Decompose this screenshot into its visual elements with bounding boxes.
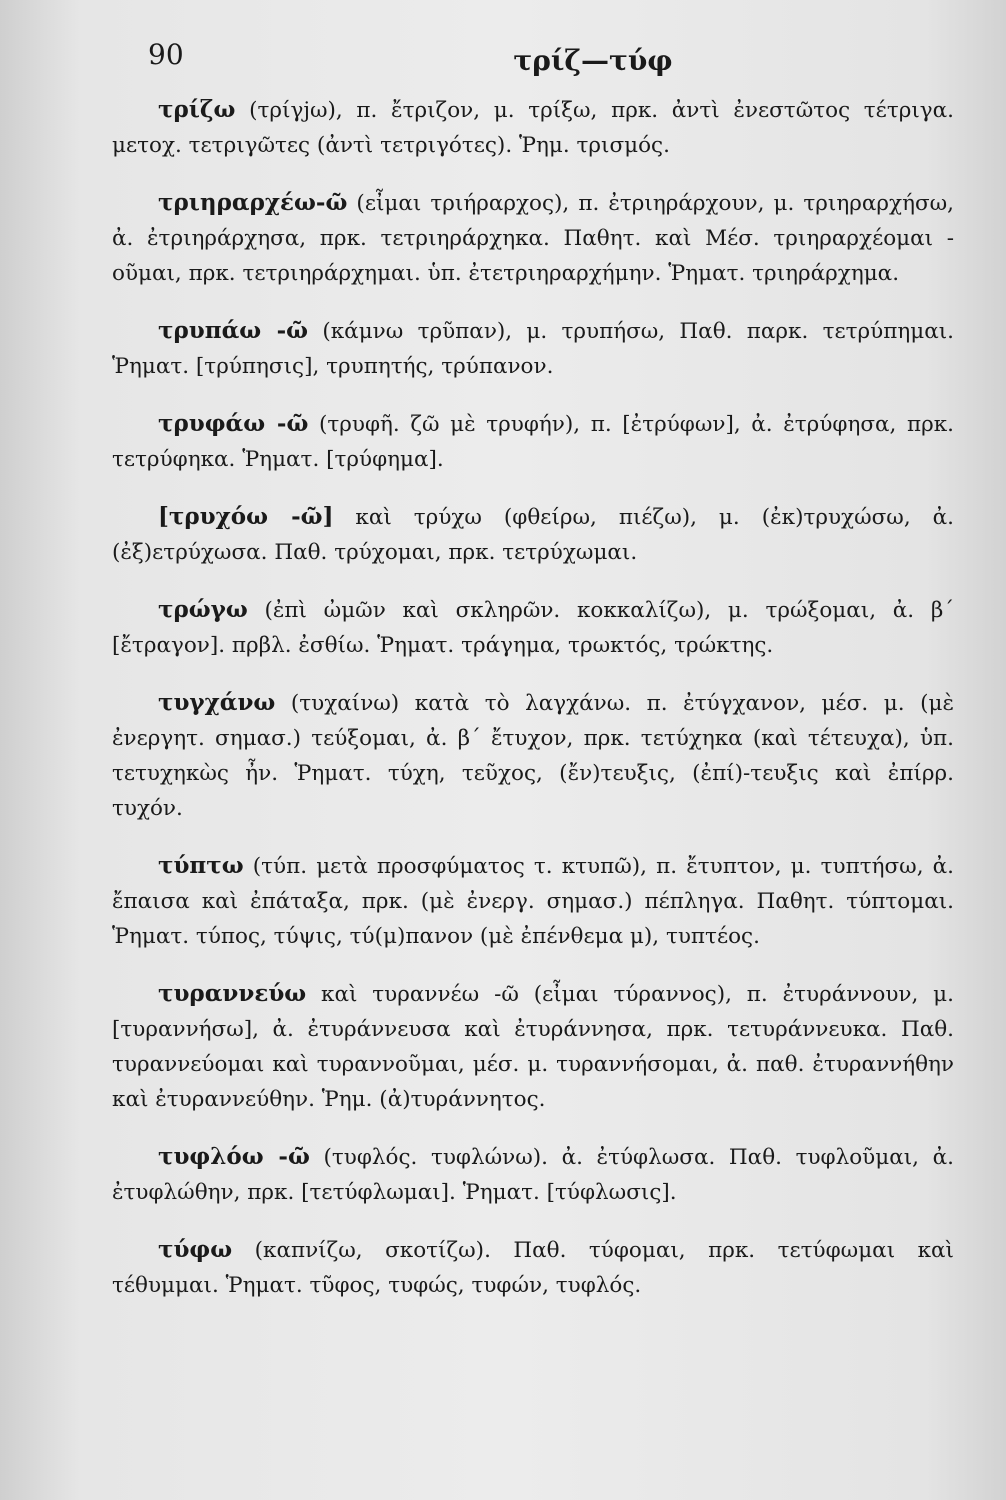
entry-text: (εἶμαι τριήραρχος), π. ἐτριηράρχουν, μ. τριηραρχήσω, ἀ. ἐτριηράρχησα, πρκ. τετριηράρχηκα. Παθητ. καὶ Μέσ. τριηραρχέομαι - οῦμαι, πρκ. τετριηράρχημαι. ὑπ. ἐτετριηραρχήμην. Ῥηματ. τριηράρχημα. (112, 191, 954, 286)
running-head: τρίζ—τύφ (513, 44, 673, 77)
entry-headword: τυραννεύω (158, 980, 307, 1007)
entry-headword: τριηραρχέω-ῶ (158, 189, 348, 216)
dictionary-entry (112, 1139, 954, 1210)
dictionary-entry (112, 499, 954, 570)
entry-headword: τρώγω (158, 596, 248, 623)
dictionary-entry (112, 976, 954, 1117)
dictionary-entry (112, 592, 954, 663)
entry-headword: τρίζω (158, 96, 236, 123)
entry-text: (ἐπὶ ὠμῶν καὶ σκληρῶν. κοκκαλίζω), μ. τρώξομαι, ἀ. β΄ [ἔτραγον]. πρβλ. ἐσθίω. Ῥηματ. τράγημα, τρωκτός, τρώκτης. (112, 598, 954, 658)
dictionary-entry (112, 685, 954, 826)
entry-headword: [τρυχόω -ῶ] (158, 503, 334, 530)
dictionary-entry (112, 848, 954, 954)
entry-text: (τυφλός. τυφλώνω). ἀ. ἐτύφλωσα. Παθ. τυφλοῦμαι, ἀ. ἐτυφλώθην, πρκ. [τετύφλωμαι]. Ῥηματ. [τύφλωσις]. (112, 1145, 954, 1205)
page-header (112, 38, 954, 92)
page-number: 90 (148, 38, 184, 71)
entry-text: (κάμνω τρῦπαν), μ. τρυπήσω, Παθ. παρκ. τετρύπημαι. Ῥηματ. [τρύπησις], τρυπητής, τρύπανον. (112, 319, 955, 379)
entry-text: καὶ τρύχω (φθείρω, πιέζω), μ. (ἐκ)τρυχώσω, ἀ. (ἐξ)ετρύχωσα. Παθ. τρύχομαι, πρκ. τετρύχωμαι. (112, 505, 954, 565)
dictionary-entry (112, 185, 954, 291)
entry-text: (τυχαίνω) κατὰ τὸ λαγχάνω. π. ἐτύγχανον, μέσ. μ. (μὲ ἐνεργητ. σημασ.) τεύξομαι, ἀ. β΄ ἔτυχον, πρκ. τετύχηκα (καὶ τέτευχα), ὑπ. τετυχηκὼς ἦν. Ῥηματ. τύχη, τεῦχος, (ἔν)τευξις, (ἐπί)-τευξις καὶ ἐπίρρ. τυχόν. (112, 691, 954, 821)
dictionary-entry (112, 406, 954, 477)
entry-headword: τύφω (158, 1236, 233, 1263)
entry-headword: τύπτω (158, 852, 244, 879)
entry-headword: τρυφάω -ῶ (158, 410, 309, 437)
dictionary-entry (112, 313, 954, 384)
dictionary-entry (112, 1232, 954, 1303)
entry-text: (τύπ. μετὰ προσφύματος τ. κτυπῶ), π. ἔτυπτον, μ. τυπτήσω, ἀ. ἔπαισα καὶ ἐπάταξα, πρκ. (μὲ ἐνεργ. σημασ.) πέπληγα. Παθητ. τύπτομαι. Ῥηματ. τύπος, τύψις, τύ(μ)πανον (μὲ ἐπένθεμα μ), τυπτέος. (112, 854, 954, 949)
dictionary-entry (112, 92, 954, 163)
entry-headword: τυφλόω -ῶ (158, 1143, 310, 1170)
entry-text: (καπνίζω, σκοτίζω). Παθ. τύφομαι, πρκ. τετύφωμαι καὶ τέθυμμαι. Ῥηματ. τῦφος, τυφώς, τυφών, τυφλός. (112, 1238, 954, 1298)
entry-text: (τρίγjω), π. ἔτριζον, μ. τρίξω, πρκ. ἀντὶ ἐνεστῶτος τέτριγα. μετοχ. τετριγῶτες (ἀντὶ τετριγότες). Ῥημ. τρισμός. (112, 98, 954, 158)
entry-list (112, 92, 954, 1303)
entry-headword: τυγχάνω (158, 689, 276, 716)
entry-text: (τρυφῆ. ζῶ μὲ τρυφήν), π. [ἐτρύφων], ἀ. ἐτρύφησα, πρκ. τετρύφηκα. Ῥηματ. [τρύφημα]. (112, 412, 955, 472)
entry-text: καὶ τυραννέω -ῶ (εἶμαι τύραννος), π. ἐτυράννουν, μ. [τυραννήσω], ἀ. ἐτυράννευσα καὶ ἐτυράννησα, πρκ. τετυράννευκα. Παθ. τυραννεύομαι καὶ τυραννοῦμαι, μέσ. μ. τυραννήσομαι, ἀ. παθ. ἐτυραννήθην καὶ ἐτυραννεύθην. Ῥημ. (ἀ)τυράννητος. (112, 982, 954, 1112)
entry-headword: τρυπάω -ῶ (158, 317, 309, 344)
